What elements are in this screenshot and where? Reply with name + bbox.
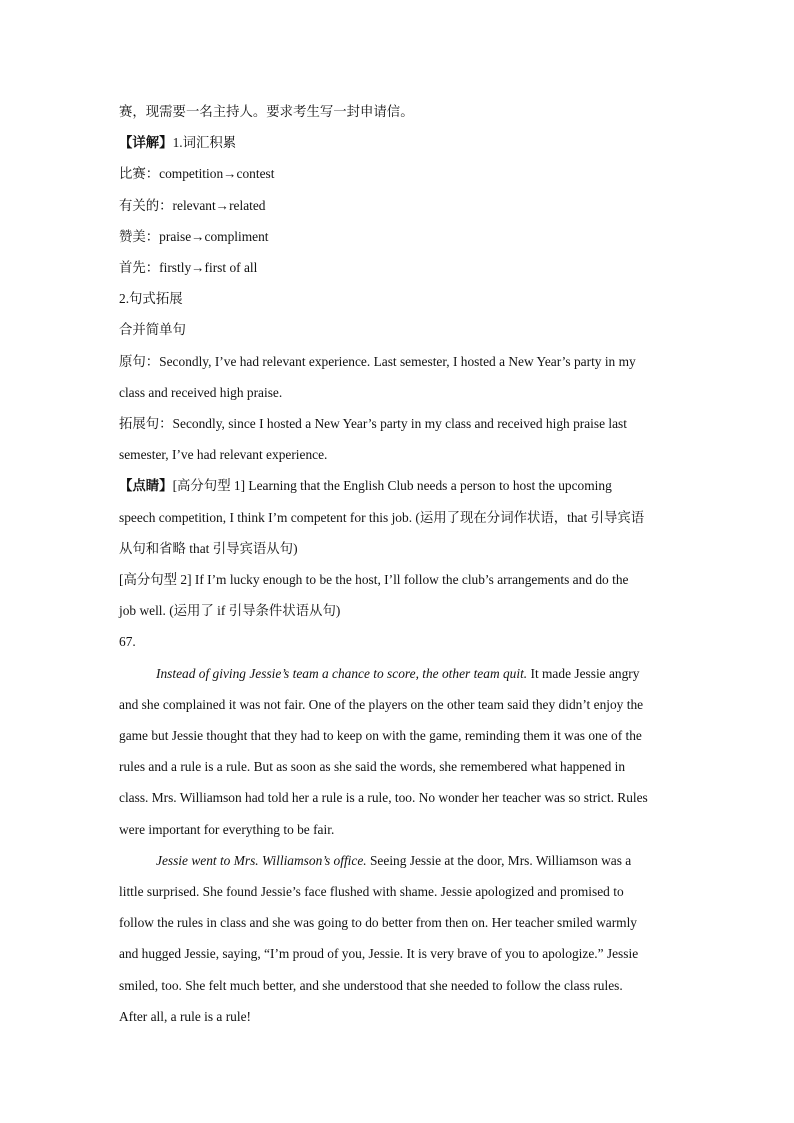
- question-number: 67.: [119, 634, 136, 650]
- highlight-bracket: 【点睛】: [119, 478, 173, 494]
- highlight-line: [119, 470, 679, 501]
- para1-line: and she complained it was not fair. One of the players on the other team said they didn’t enjoy the: [119, 696, 644, 712]
- highlight-line: [高分句型 2] If I’m lucky enough to be the host, I’ll follow the club’s arrangements and do the: [119, 572, 629, 588]
- section2-heading: 2.句式拓展: [119, 291, 183, 307]
- para1-italic-lead: Instead of giving Jessie’s team a chance to score, the other team quit.: [156, 665, 528, 681]
- detail-heading: [119, 127, 679, 158]
- para2-line: and hugged Jessie, saying, “I’m proud of you, Jessie. It is very brave of you to apologize.” Jessie: [119, 946, 639, 962]
- para1-line: game but Jessie thought that they had to keep on with the game, reminding them it was one of the: [119, 728, 642, 744]
- detail-bracket: 【详解】: [119, 135, 173, 151]
- highlight-line: 从句和省略 that 引导宾语从句): [119, 540, 298, 556]
- summary-line: 赛，现需要一名主持人。要求考生写一封申请信。: [119, 104, 414, 119]
- para2-line: little surprised. She found Jessie’s face flushed with shame. Jessie apologized and promised to: [119, 884, 624, 900]
- expanded-sentence-line: semester, I’ve had relevant experience.: [119, 447, 328, 463]
- highlight-line: speech competition, I think I’m competent for this job. (运用了现在分词作状语，that 引导宾语: [119, 509, 645, 525]
- para2-line: [119, 845, 679, 876]
- original-sentence-line: class and received high praise.: [119, 384, 283, 400]
- document-page: [119, 96, 679, 1032]
- highlight-line: job well. (运用了 if 引导条件状语从句): [119, 603, 341, 619]
- para1-line: were important for everything to be fair.: [119, 821, 335, 837]
- para2-line: follow the rules in class and she was going to do better from then on. Her teacher smiled warmly: [119, 915, 638, 931]
- para2-rest: Seeing Jessie at the door, Mrs. Williamson was a: [366, 852, 632, 868]
- section2-sub: 合并简单句: [119, 322, 186, 338]
- vocab-item: 赞美：praise→compliment: [119, 228, 269, 244]
- detail-heading-text: 1.词汇积累: [172, 135, 237, 151]
- para2-italic-lead: Jessie went to Mrs. Williamson’s office.: [156, 852, 367, 868]
- para1-line: [119, 658, 679, 689]
- para1-rest: It made Jessie angry: [527, 665, 640, 681]
- expanded-sentence-line: 拓展句：Secondly, since I hosted a New Year’s party in my class and received high praise last: [119, 416, 627, 432]
- highlight-text: [高分句型 1] Learning that the English Club needs a person to host the upcoming: [172, 478, 612, 494]
- para1-line: class. Mrs. Williamson had told her a rule is a rule, too. No wonder her teacher was so strict. Rules: [119, 790, 648, 806]
- para2-line: After all, a rule is a rule!: [119, 1008, 251, 1024]
- original-sentence-line: 原句：Secondly, I’ve had relevant experience. Last semester, I hosted a New Year’s party in my: [119, 353, 636, 369]
- vocab-item: 比赛：competition→contest: [119, 166, 275, 182]
- vocab-item: 有关的：relevant→related: [119, 197, 266, 213]
- vocab-item: 首先：firstly→first of all: [119, 260, 258, 276]
- para2-line: smiled, too. She felt much better, and she understood that she needed to follow the class rules.: [119, 977, 623, 993]
- para1-line: rules and a rule is a rule. But as soon as she said the words, she remembered what happened in: [119, 759, 626, 775]
